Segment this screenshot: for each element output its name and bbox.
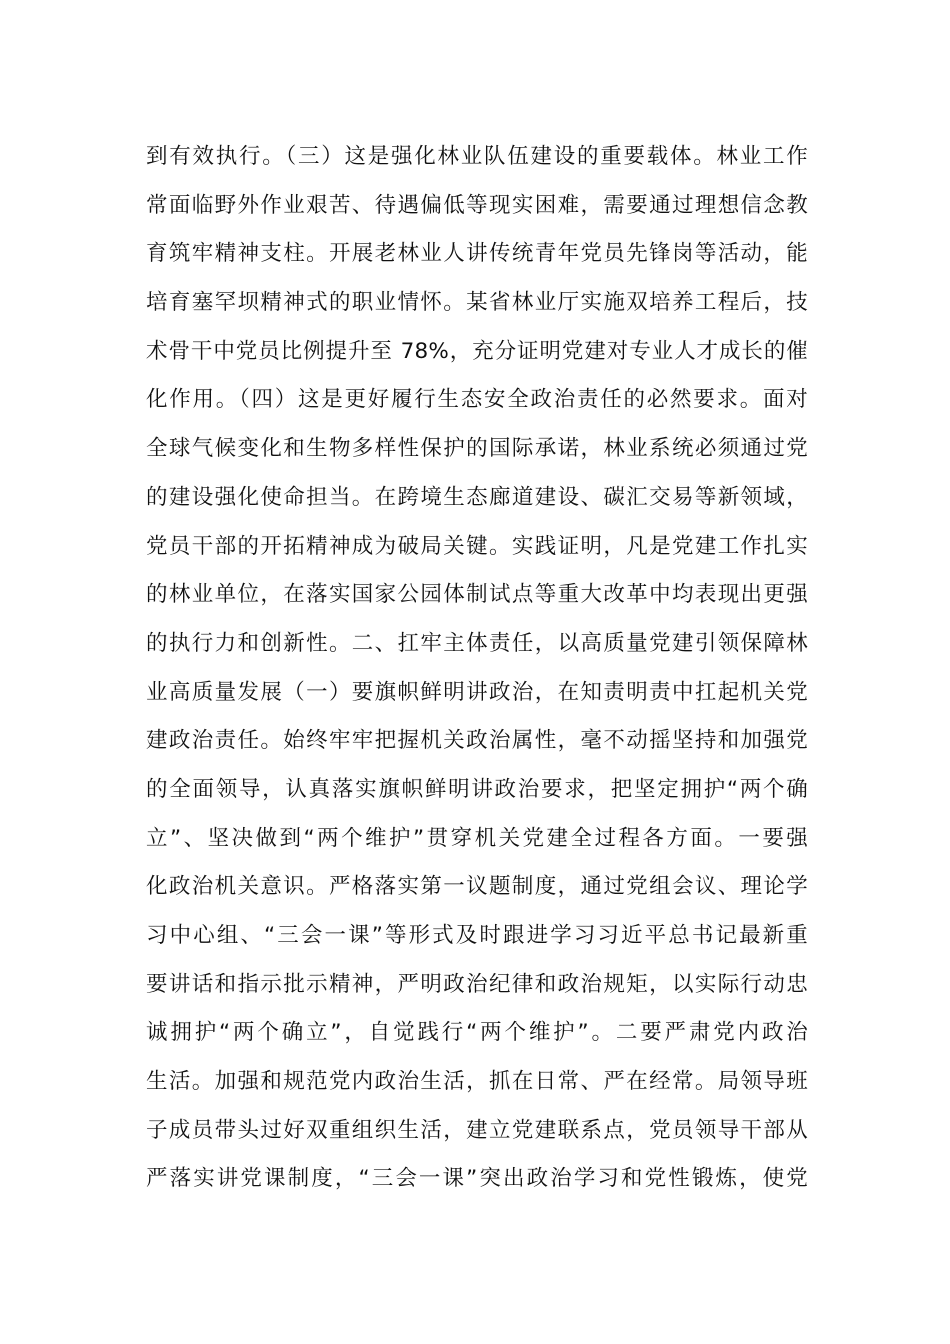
text-line: 培育塞罕坝精神式的职业情怀。某省林业厅实施双培养工程后，技 [146, 290, 808, 316]
text-line: 育筑牢精神支柱。开展老林业人讲传统青年党员先锋岗等活动，能 [146, 241, 808, 267]
text-line: 到有效执行。（三）这是强化林业队伍建设的重要载体。林业工作 [146, 144, 808, 169]
text-line: 习中心组、“三会一课”等形式及时跟进学习习近平总书记最新重 [146, 923, 808, 948]
text-line: 诚拥护“两个确立”，自觉践行“两个维护”。二要严肃党内政治 [146, 1020, 808, 1046]
text-line: 术骨干中党员比例提升至 78%，充分证明党建对专业人才成长的催 [146, 338, 808, 364]
text-line: 的林业单位，在落实国家公园体制试点等重大改革中均表现出更强 [146, 582, 808, 608]
text-line: 的建设强化使命担当。在跨境生态廊道建设、碳汇交易等新领域， [146, 484, 808, 510]
text-line: 建政治责任。始终牢牢把握机关政治属性，毫不动摇坚持和加强党 [146, 728, 808, 754]
body-text [146, 133, 808, 1204]
text-line: 的全面领导，认真落实旗帜鲜明讲政治要求，把坚定拥护“两个确 [146, 776, 808, 802]
text-line: 立”、坚决做到“两个维护”贯穿机关党建全过程各方面。一要强 [146, 825, 808, 851]
text-line: 全球气候变化和生物多样性保护的国际承诺，林业系统必须通过党 [146, 436, 808, 462]
text-line: 化作用。（四）这是更好履行生态安全政治责任的必然要求。面对 [146, 387, 808, 413]
text-line: 业高质量发展（一）要旗帜鲜明讲政治，在知责明责中扛起机关党 [146, 679, 808, 705]
text-line: 化政治机关意识。严格落实第一议题制度，通过党组会议、理论学 [146, 874, 808, 900]
text-line: 要讲话和指示批示精神，严明政治纪律和政治规矩，以实际行动忠 [146, 971, 808, 997]
text-line: 常面临野外作业艰苦、待遇偏低等现实困难，需要通过理想信念教 [146, 192, 808, 218]
text-line: 生活。加强和规范党内政治生活，抓在日常、严在经常。局领导班 [146, 1069, 808, 1095]
text-line: 严落实讲党课制度，“三会一课”突出政治学习和党性锻炼，使党 [146, 1166, 808, 1192]
text-line: 党员干部的开拓精神成为破局关键。实践证明，凡是党建工作扎实 [146, 533, 808, 559]
text-line: 的执行力和创新性。二、扛牢主体责任，以高质量党建引领保障林 [146, 630, 808, 656]
text-line: 子成员带头过好双重组织生活，建立党建联系点，党员领导干部从 [146, 1117, 808, 1143]
